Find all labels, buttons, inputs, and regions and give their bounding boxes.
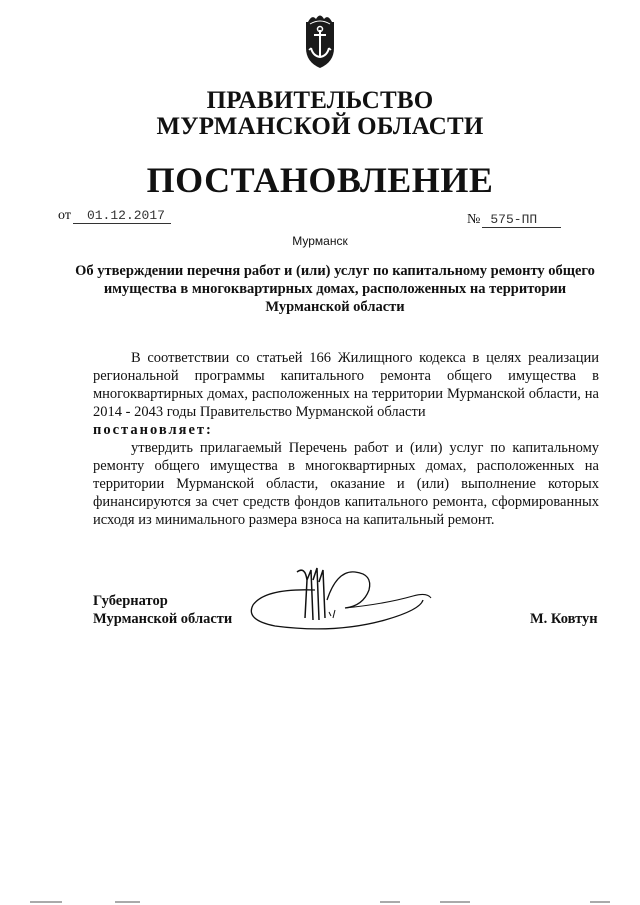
paragraph-2-text: утвердить прилагаемый Перечень работ и (или) услуг по капитальному ремонту общего имущества в многоквартирных домах, расположенных на территории Мурманской области, оказание и (или) выполнение которых финансируются за счет средств фондов капитального ремонта, сформированных исходя из минимального размера взноса на капитальный ремонт.	[93, 440, 599, 528]
document-date	[58, 208, 171, 224]
government-name-line2: МУРМАНСКОЙ ОБЛАСТИ	[156, 113, 484, 140]
document-title: Об утверждении перечня работ и (или) услуг по капитальному ремонту общего имущества в многоквартирных домах, расположенных на территории Мурманской области	[75, 263, 595, 315]
resolve-word: постановляет:	[93, 422, 213, 438]
number-sign: №	[467, 212, 481, 227]
signer-position-line2: Мурманской области	[93, 611, 233, 627]
signer-name: М. Ковтун	[530, 611, 598, 627]
signer-position-line1: Губернатор	[93, 593, 168, 609]
date-value: 01.12.2017	[73, 208, 171, 224]
document-type-heading: ПОСТАНОВЛЕНИЕ	[146, 160, 494, 200]
city-name: Мурманск	[292, 234, 348, 248]
paragraph-1-text: В соответствии со статьей 166 Жилищного кодекса в целях реализации региональной программы капитального ремонта общего имущества в многоквартирных домах, расположенных на территории Мурманской области, на 2014 - 2043 годы Правительство Мурманской области	[93, 350, 599, 420]
footer-divider-marks	[0, 898, 640, 905]
number-value: 575-ПП	[482, 212, 561, 228]
date-prefix: от	[58, 208, 71, 223]
body-paragraph-2	[93, 439, 599, 529]
document-body	[93, 349, 599, 529]
signer-position	[93, 592, 232, 628]
document-number	[467, 212, 561, 228]
coat-of-arms-icon	[296, 12, 344, 70]
resolve-line	[93, 421, 599, 439]
signature-icon	[245, 560, 435, 635]
government-name-line1: ПРАВИТЕЛЬСТВО	[206, 87, 434, 114]
body-paragraph-1	[93, 349, 599, 421]
